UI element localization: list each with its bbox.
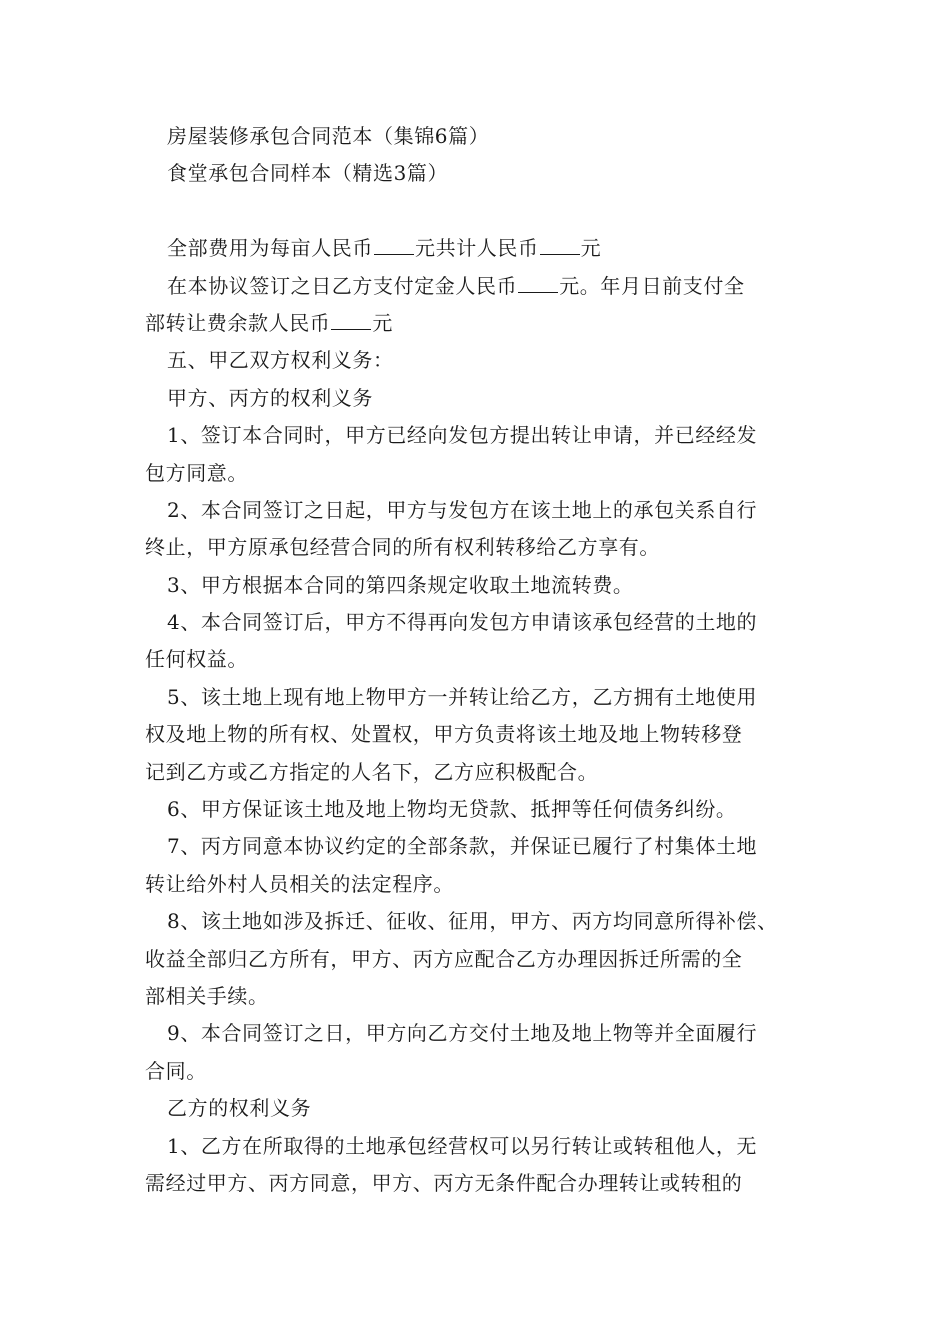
fee-text: 元 (372, 310, 394, 335)
clause-line: 收益全部归乙方所有，甲方、丙方应配合乙方办理因拆迁所需的全 (145, 946, 743, 971)
clause-line: 需经过甲方、丙方同意，甲方、丙方无条件配合办理转让或转租的 (145, 1170, 743, 1195)
clause-line: 部相关手续。 (145, 983, 269, 1008)
fee-text: 全部费用为每亩人民币 (167, 236, 373, 261)
spacer (145, 193, 810, 230)
clause-line: 3、甲方根据本合同的第四条规定收取土地流转费。 (167, 572, 634, 597)
fee-line-3 (145, 305, 810, 342)
clause-line: 7、丙方同意本协议约定的全部条款，并保证已履行了村集体土地 (167, 834, 758, 859)
blank-underline (331, 311, 371, 330)
fee-text: 在本协议签订之日乙方支付定金人民币 (167, 273, 518, 298)
related-link-2[interactable]: 食堂承包合同样本（精选3篇） (167, 161, 449, 186)
clause-line: 转让给外村人员相关的法定程序。 (145, 871, 454, 896)
clause-line: 任何权益。 (145, 647, 248, 672)
clause-line: 2、本合同签订之日起，甲方与发包方在该土地上的承包关系自行 (167, 497, 758, 522)
blank-underline (374, 236, 414, 255)
related-link-1[interactable]: 房屋装修承包合同范本（集锦6篇） (167, 124, 490, 148)
fee-text: 元。年月日前支付全 (559, 273, 745, 298)
clause-line: 合同。 (145, 1058, 207, 1083)
clause-list-ab (145, 417, 810, 1090)
fee-text: 部转让费余款人民币 (145, 310, 331, 335)
clause-line: 1、乙方在所取得的土地承包经营权可以另行转让或转租他人，无 (167, 1133, 758, 1158)
blank-underline (540, 236, 580, 255)
clause-line: 终止，甲方原承包经营合同的所有权利转移给乙方享有。 (145, 535, 660, 560)
clause-line: 权及地上物的所有权、处置权，甲方负责将该土地及地上物转移登 (145, 722, 743, 747)
fee-line-2 (145, 268, 810, 305)
fee-line-1 (145, 230, 810, 267)
subsection-heading: 乙方的权利义务 (167, 1096, 312, 1121)
clause-line: 4、本合同签订后，甲方不得再向发包方申请该承包经营的土地的 (167, 610, 758, 635)
subsection-heading: 甲方、丙方的权利义务 (167, 385, 373, 410)
document-body (145, 118, 810, 1202)
section-heading: 五、甲乙双方权利义务： (167, 348, 394, 373)
clause-line: 8、该土地如涉及拆迁、征收、征用，甲方、丙方均同意所得补偿、 (167, 909, 778, 934)
clause-line: 记到乙方或乙方指定的人名下，乙方应积极配合。 (145, 759, 599, 784)
blank-underline (518, 274, 558, 293)
clause-line: 包方同意。 (145, 460, 248, 485)
clause-line: 1、签订本合同时，甲方已经向发包方提出转让申请，并已经经发 (167, 423, 758, 448)
clause-list-b (145, 1128, 810, 1203)
fee-text: 元共计人民币 (415, 236, 539, 261)
fee-text: 元 (580, 236, 602, 261)
clause-line: 9、本合同签订之日，甲方向乙方交付土地及地上物等并全面履行 (167, 1021, 758, 1046)
clause-line: 6、甲方保证该土地及地上物均无贷款、抵押等任何债务纠纷。 (167, 797, 737, 822)
clause-line: 5、该土地上现有地上物甲方一并转让给乙方，乙方拥有土地使用 (167, 684, 758, 709)
